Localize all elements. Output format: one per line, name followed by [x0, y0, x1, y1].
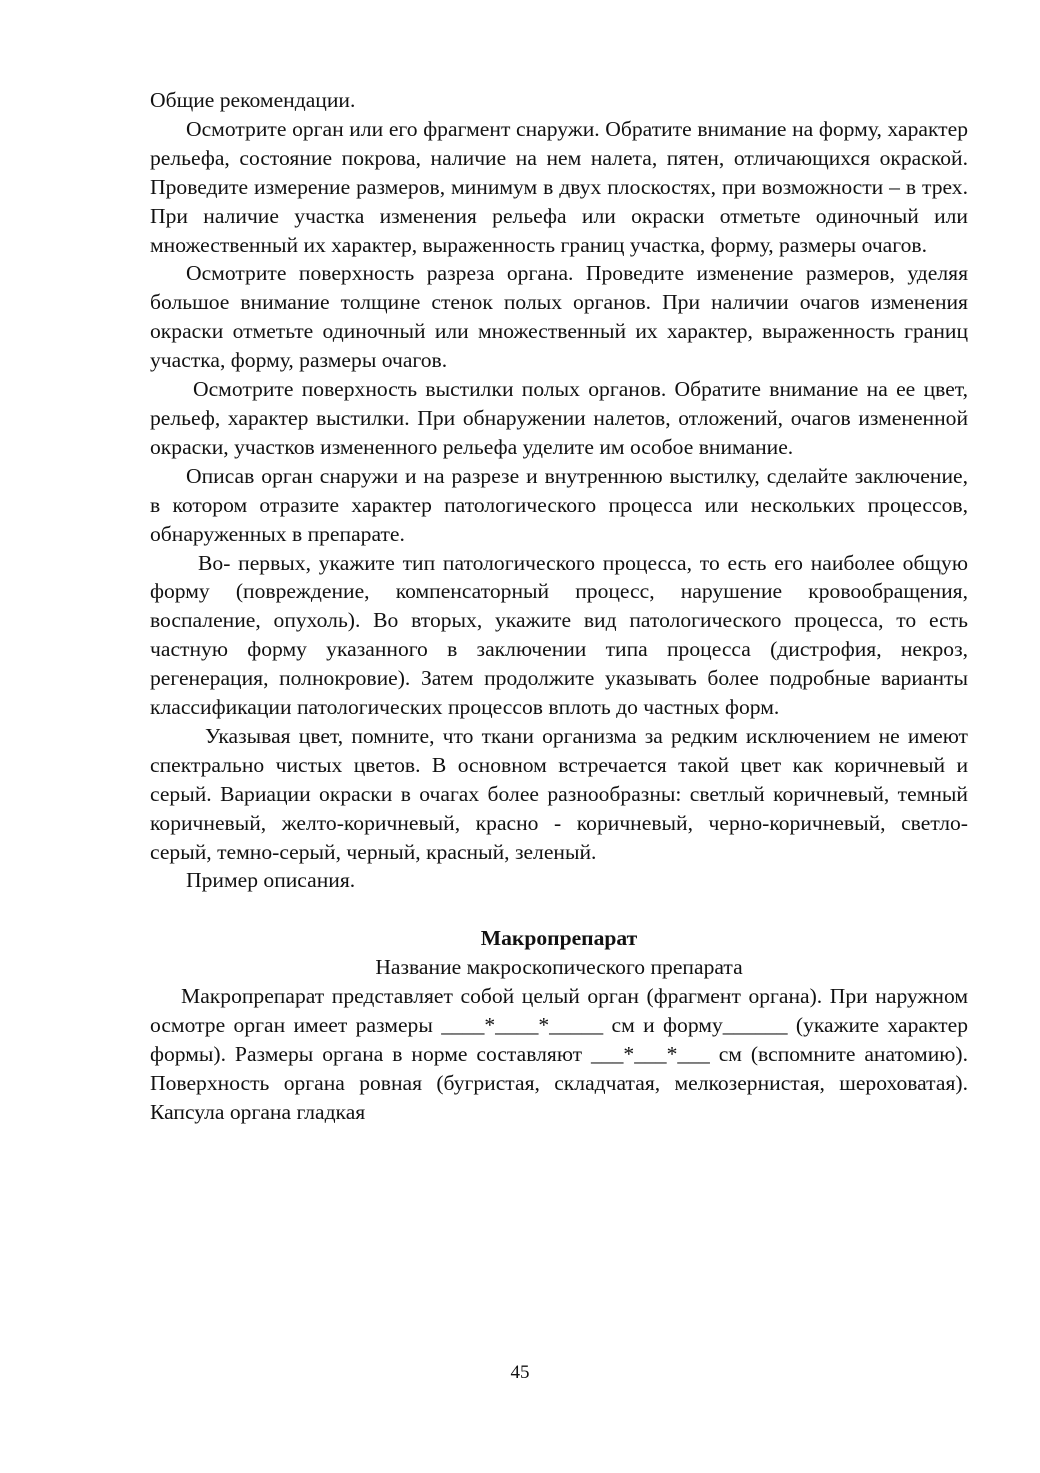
- blank-line: [150, 895, 968, 924]
- paragraph-example-description: Макропрепарат представляет собой целый орган (фрагмент органа). При наружном осмотре орган имеет размеры ____*____*_____ см и форму______ (укажите характер формы). Размеры органа в норме составляют ___*___*___ см (вспомните анатомию). Поверхность органа ровная (бугристая, складчатая, мелкозернистая, шероховатая). Капсула органа гладкая: [150, 984, 968, 1124]
- document-page: [150, 86, 968, 1127]
- section-subtitle: Название макроскопического препарата: [375, 955, 743, 980]
- paragraph-conclusion: Описав орган снаружи и на разрезе и внутреннюю выстилку, сделайте заключение, в котором отразите характер патологического процесса или нескольких процессов, обнаруженных в препарате.: [150, 463, 968, 546]
- page-number: 45: [510, 1362, 530, 1383]
- section-title: Макропрепарат: [480, 926, 638, 951]
- paragraph-cut-surface: Осмотрите поверхность разреза органа. Проведите изменение размеров, уделяя большое внимание толщине стенок полых органов. При наличии очагов изменения окраски отметьте одиночный или множественный их характер, выраженность границ участка, форму, размеры очагов.: [150, 261, 968, 373]
- paragraph-color: Указывая цвет, помните, что ткани организма за редким исключением не имеют спектрально чистых цветов. В основном встречается такой цвет как коричневый и серый. Вариации окраски в очагах более разнообразны: светлый коричневый, темный коричневый, желто-коричневый, красно - коричневый, черно-коричневый, светло-серый, темно-серый, черный, красный, зеленый.: [150, 723, 968, 864]
- paragraph-lining: Осмотрите поверхность выстилки полых органов. Обратите внимание на ее цвет, рельеф, характер выстилки. При обнаружении налетов, отложений, очагов измененной окраски, участков измененного рельефа уделите им особое внимание.: [150, 377, 968, 459]
- paragraph-process-type: Во- первых, укажите тип патологического процесса, то есть его наиболее общую форму (повреждение, компенсаторный процесс, нарушение кровообращения, воспаление, опухоль). Во вторых, укажите вид патологического процесса, то есть частную форму указанного в заключении типа процесса (дистрофия, некроз, регенерация, полнокровие). Затем продолжите указывать более подробные варианты классификации патологических процессов вплоть до частных форм.: [150, 550, 968, 720]
- paragraph-example-intro: Пример описания.: [186, 868, 356, 893]
- paragraph-external-exam: Осмотрите орган или его фрагмент снаружи. Обратите внимание на форму, характер рельефа, состояние покрова, наличие на нем налета, пятен, отличающихся окраской. Проведите измерение размеров, минимум в двух плоскостях, при возможности – в трех. При наличие участка изменения рельефа или окраски отметьте одиночный или множественный их характер, выраженность границ участка, форму, размеры очагов.: [150, 116, 968, 257]
- document-heading: Общие рекомендации.: [150, 88, 356, 112]
